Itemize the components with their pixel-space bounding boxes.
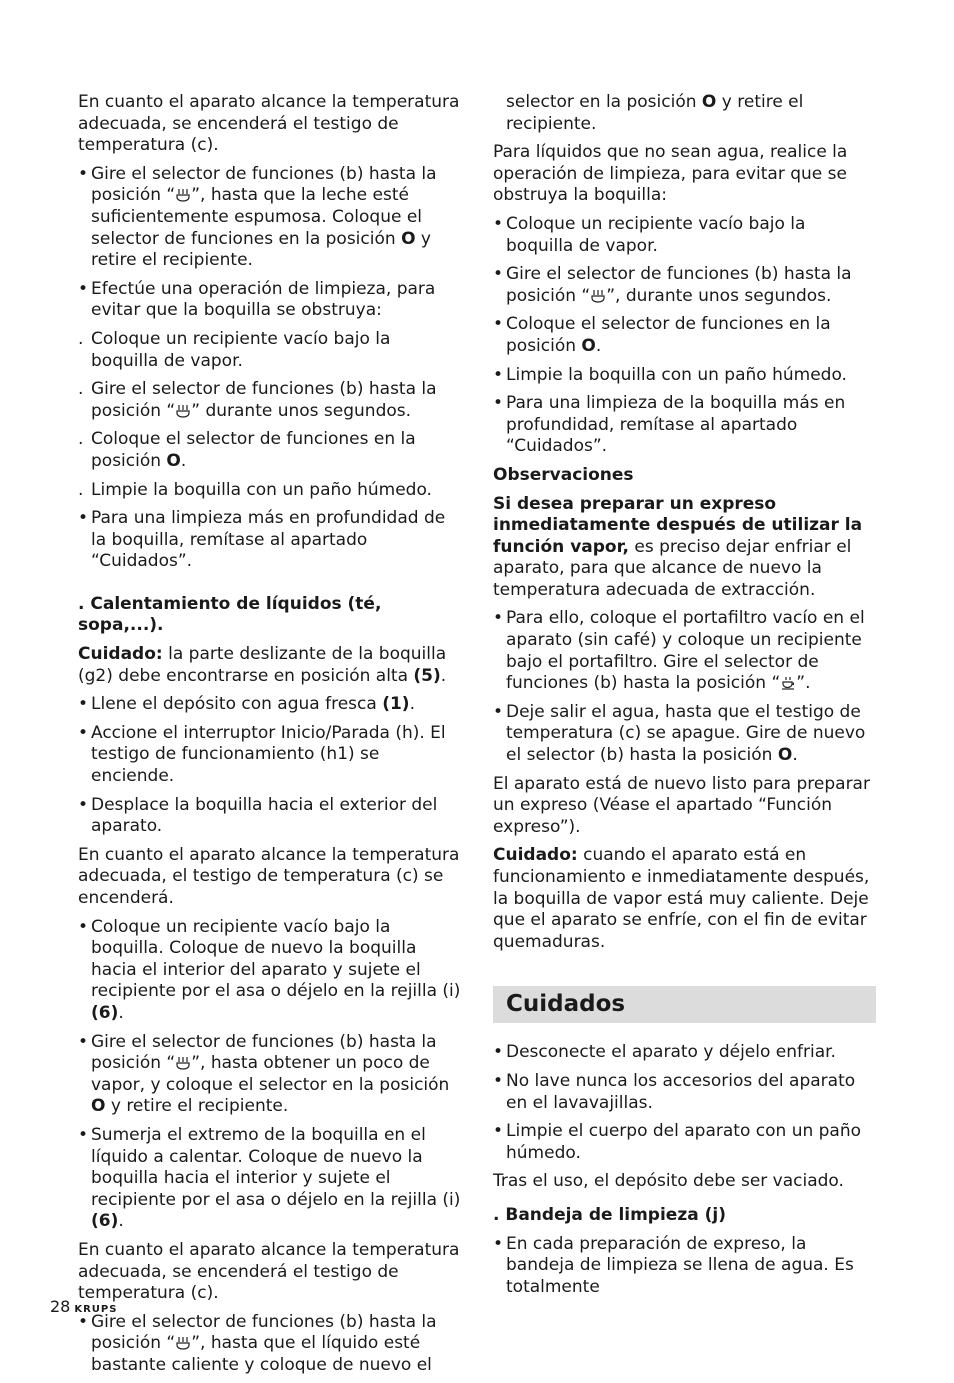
steam-icon xyxy=(591,289,605,303)
list-item: • Sumerja el extremo de la boquilla en el líquido a calentar. Coloque de nuevo la boquilla hacia el interior y sujete el recipiente por el asa o déjelo en la rejilla (i) (6). xyxy=(78,1124,461,1232)
brand-logo: KRUPS xyxy=(74,1304,118,1315)
list-item: • Gire el selector de funciones (b) hasta la posición “ ”, hasta que el líquido esté bastante caliente y coloque de nuevo el xyxy=(78,1311,437,1375)
section-subheading: . Bandeja de limpieza (j) xyxy=(493,1204,726,1225)
list-item: • Limpie la boquilla con un paño húmedo. xyxy=(493,364,847,385)
paragraph: En cuanto el aparato alcance la temperatura adecuada, se encenderá el testigo de temperatura (c). xyxy=(78,1239,460,1304)
steam-icon xyxy=(176,188,190,202)
list-item: • Coloque un recipiente vacío bajo la boquilla. Coloque de nuevo la boquilla hacia el interior del aparato y sujete el recipiente por el asa o déjelo en la rejilla (i) (6). xyxy=(78,916,461,1023)
caution-paragraph: Cuidado: la parte deslizante de la boquilla (g2) debe encontrarse en posición alta (5). xyxy=(78,644,447,686)
paragraph: Tras el uso, el depósito debe ser vaciado. xyxy=(493,1171,844,1192)
steam-icon xyxy=(176,1336,190,1350)
list-item: • Limpie el cuerpo del aparato con un paño húmedo. xyxy=(493,1121,862,1163)
sub-list-item: . Limpie la boquilla con un paño húmedo. xyxy=(78,479,432,500)
page-footer xyxy=(50,1296,117,1321)
list-item: • Desconecte el aparato y déjelo enfriar. xyxy=(493,1042,836,1063)
list-item: • Accione el interruptor Inicio/Parada (h). El testigo de funcionamiento (h1) se enciende. xyxy=(78,722,446,787)
list-item-continued: selector en la posición O y retire el recipiente. xyxy=(506,92,804,134)
list-item: • No lave nunca los accesorios del aparato en el lavavajillas. xyxy=(493,1070,856,1113)
list-item: • En cada preparación de expreso, la bandeja de limpieza se llena de agua. Es totalmente xyxy=(493,1233,854,1297)
section-header-bar xyxy=(493,986,876,1023)
list-item: • Gire el selector de funciones (b) hasta la posición “ ”, hasta obtener un poco de vapor, y coloque el selector en la posición O y retire el recipiente. xyxy=(78,1031,450,1117)
sub-list-item: . Gire el selector de funciones (b) hasta la posición “ ” durante unos segundos. xyxy=(78,379,437,421)
observations-heading: Observaciones xyxy=(493,464,634,485)
list-item: • Deje salir el agua, hasta que el testigo de temperatura (c) se apague. Gire de nuevo el selector (b) hasta la posición O. xyxy=(493,701,866,766)
paragraph: El aparato está de nuevo listo para preparar un expreso (Véase el apartado “Función expreso”). xyxy=(493,773,870,837)
list-item: • Para una limpieza de la boquilla más en profundidad, remítase al apartado “Cuidados”. xyxy=(493,393,846,457)
list-item: • Gire el selector de funciones (b) hasta la posición “ ”, hasta que la leche esté suficientemente espumosa. Coloque el selector de funciones en la posición O y retire el recipiente. xyxy=(78,163,437,271)
sub-list-item: . Coloque el selector de funciones en la posición O. xyxy=(78,429,416,471)
sub-list-item: . Coloque un recipiente vacío bajo la boquilla de vapor. xyxy=(78,328,391,371)
list-item: • Coloque el selector de funciones en la posición O. xyxy=(493,314,831,356)
espresso-cup-icon xyxy=(781,676,795,690)
section-title: Cuidados xyxy=(506,991,626,1018)
list-item: • Llene el depósito con agua fresca (1). xyxy=(78,694,415,715)
page-number: 28 xyxy=(50,1297,71,1316)
paragraph: Para líquidos que no sean agua, realice la operación de limpieza, para evitar que se obstruya la boquilla: xyxy=(493,142,848,206)
steam-icon xyxy=(176,404,190,418)
list-item: • Para una limpieza más en profundidad de la boquilla, remítase al apartado “Cuidados”. xyxy=(78,508,446,572)
right-column xyxy=(493,92,876,1305)
list-item: • Gire el selector de funciones (b) hasta la posición “ ”, durante unos segundos. xyxy=(493,264,852,306)
paragraph: En cuanto el aparato alcance la temperatura adecuada, el testigo de temperatura (c) se encenderá. xyxy=(78,844,460,908)
list-item: • Efectúe una operación de limpieza, para evitar que la boquilla se obstruya: xyxy=(78,278,436,321)
left-column xyxy=(78,92,463,1383)
list-item: • Coloque un recipiente vacío bajo la boquilla de vapor. xyxy=(493,213,806,256)
section-subheading: . Calentamiento de líquidos (té, sopa,...). xyxy=(78,593,382,636)
paragraph: En cuanto el aparato alcance la temperatura adecuada, se encenderá el testigo de temperatura (c). xyxy=(78,92,460,156)
caution-paragraph: Cuidado: cuando el aparato está en funcionamiento e inmediatamente después, la boquilla de vapor está muy caliente. Deje que el aparato se enfríe, con el fin de evitar quemaduras. xyxy=(493,845,870,952)
list-item: • Para ello, coloque el portafiltro vacío en el aparato (sin café) y coloque un recipiente bajo el portafiltro. Gire el selector de funciones (b) hasta la posición “ ”. xyxy=(493,608,865,694)
steam-icon xyxy=(176,1056,190,1070)
observations-paragraph: Si desea preparar un expreso inmediatamente después de utilizar la función vapor, es preciso dejar enfriar el aparato, para que alcance de nuevo la temperatura adecuada de extracción. xyxy=(493,493,863,600)
list-item: • Desplace la boquilla hacia el exterior del aparato. xyxy=(78,794,438,837)
